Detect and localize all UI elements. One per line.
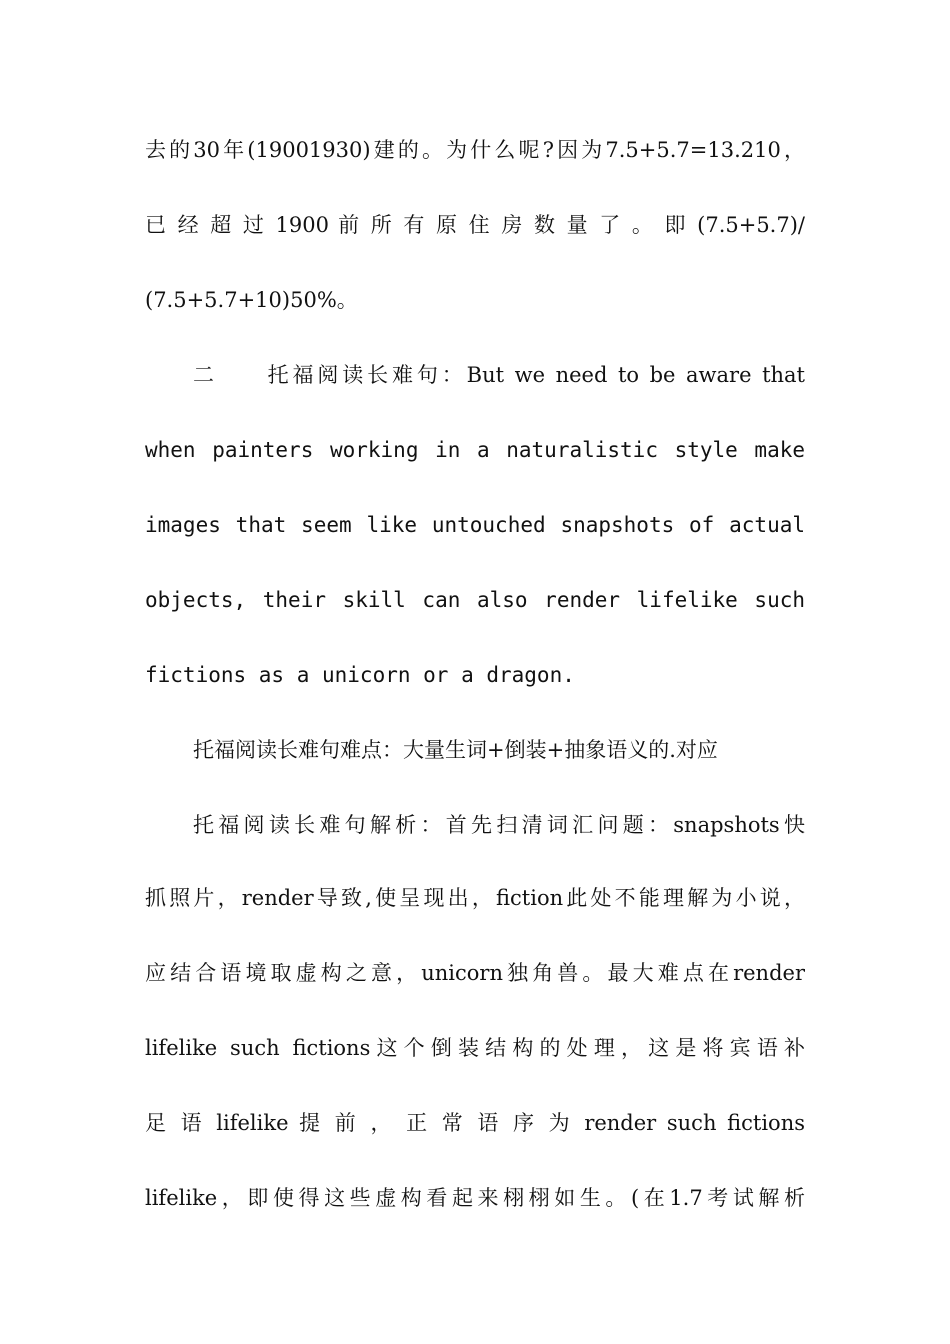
text-line-8: fictions as a unicorn or a dragon. (145, 663, 575, 687)
section-heading-line: 二 托福阅读长难句：But we need to be aware that (193, 363, 805, 387)
analysis-line-1: 托福阅读长难句解析：首先扫清词汇问题：snapshots快 (193, 813, 805, 837)
text-line-2: 已 经 超 过 1900 前 所 有 原 住 房 数 量 了 。 即 (7.5+5.7)/ (145, 213, 805, 237)
analysis-line-5: 足 语 lifelike 提 前 ， 正 常 语 序 为 render such fictions (145, 1111, 805, 1135)
difficulty-line: 托福阅读长难句难点：大量生词+倒装+抽象语义的.对应 (193, 738, 718, 762)
text-line-1: 去的30年(19001930)建的。为什么呢?因为7.5+5.7=13.210， (145, 138, 805, 162)
analysis-line-6: lifelike，即使得这些虚构看起来栩栩如生。(在1.7考试解析 (145, 1186, 805, 1210)
analysis-line-3: 应结合语境取虚构之意，unicorn独角兽。最大难点在render (145, 961, 805, 985)
text-line-5: when painters working in a naturalistic style make (145, 438, 805, 462)
text-line-6: images that seem like untouched snapshots of actual (145, 513, 805, 537)
text-line-3: (7.5+5.7+10)50%。 (145, 288, 358, 312)
analysis-line-4: lifelike such fictions这个倒装结构的处理，这是将宾语补 (145, 1036, 805, 1060)
text-line-7: objects, their skill can also render lifelike such (145, 588, 805, 612)
analysis-line-2: 抓照片，render导致,使呈现出，fiction此处不能理解为小说， (145, 886, 805, 910)
